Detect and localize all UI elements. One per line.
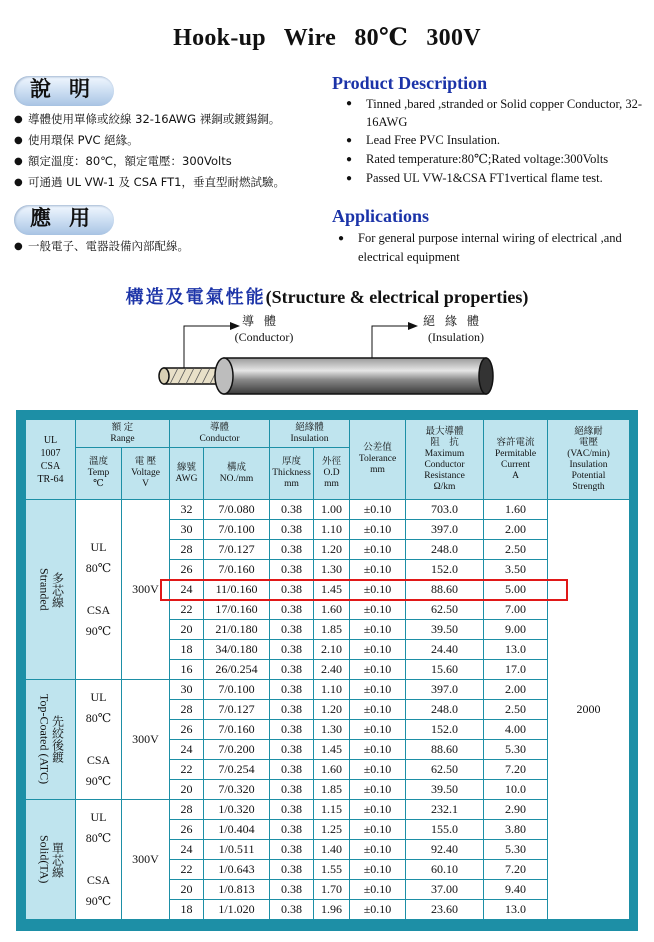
table-cell: 0.38: [270, 540, 314, 560]
table-cell: 0.38: [270, 580, 314, 600]
table-cell: 152.0: [406, 720, 484, 740]
table-cell: 0.38: [270, 820, 314, 840]
table-cell: 2.00: [484, 520, 548, 540]
table-cell: ±0.10: [350, 760, 406, 780]
table-cell: 92.40: [406, 840, 484, 860]
table-cell: 32: [170, 500, 204, 520]
table-cell: 152.0: [406, 560, 484, 580]
insulation-label-cn: 絕緣體: [422, 314, 489, 328]
header-rated-range: 額 定 Range: [76, 420, 170, 448]
table-header-row: [26, 420, 630, 448]
insulation-label-en: (Insulation): [428, 330, 484, 344]
table-cell: 5.00: [484, 580, 548, 600]
list-item: ● 額定溫度：80℃，額定電壓：300Volts: [14, 151, 285, 172]
group-label-cell: [26, 680, 76, 800]
table-cell: 1.45: [314, 740, 350, 760]
table-cell: 30: [170, 680, 204, 700]
table-cell: 155.0: [406, 820, 484, 840]
table-cell: 23.60: [406, 900, 484, 920]
header-voltage: 電 壓 Voltage V: [122, 448, 170, 500]
header-conductor: 導體 Conductor: [170, 420, 270, 448]
insulation-cut-face: [215, 358, 233, 394]
table-cell: 0.38: [270, 840, 314, 860]
conductor-label-en: (Conductor): [234, 330, 294, 344]
table-cell: 10.0: [484, 780, 548, 800]
list-item: ● 一般電子、電器設備內部配線。: [14, 236, 189, 257]
withstand-value-cell: 2000: [548, 500, 630, 920]
header-od: 外徑 O.D mm: [314, 448, 350, 500]
table-cell: 1/1.020: [204, 900, 270, 920]
table-cell: 0.38: [270, 560, 314, 580]
applications-heading-en: Applications: [332, 206, 430, 226]
table-cell: 21/0.180: [204, 620, 270, 640]
table-cell: ±0.10: [350, 560, 406, 580]
table-cell: 20: [170, 780, 204, 800]
table-cell: 1.40: [314, 840, 350, 860]
table-cell: 11/0.160: [204, 580, 270, 600]
table-cell: 0.38: [270, 660, 314, 680]
header-construction: 構成 NO./mm: [204, 448, 270, 500]
table-cell: 18: [170, 900, 204, 920]
table-cell: 22: [170, 600, 204, 620]
table-cell: 7.20: [484, 760, 548, 780]
table-cell: ±0.10: [350, 820, 406, 840]
table-cell: 22: [170, 760, 204, 780]
list-item: ● For general purpose internal wiring of electrical ,and electrical equipment: [336, 229, 652, 267]
table-cell: 1.00: [314, 500, 350, 520]
table-cell: 2.50: [484, 540, 548, 560]
insulation-end: [479, 358, 493, 394]
table-cell: 62.50: [406, 760, 484, 780]
list-item: ● 導體使用單條或絞線 32-16AWG 裸銅或鍍錫銅。: [14, 109, 285, 130]
description-list-en: [344, 95, 644, 188]
table-cell: 248.0: [406, 540, 484, 560]
table-cell: ±0.10: [350, 600, 406, 620]
table-cell: ±0.10: [350, 660, 406, 680]
table-cell: ±0.10: [350, 580, 406, 600]
table-cell: 1/0.511: [204, 840, 270, 860]
table-cell: ±0.10: [350, 640, 406, 660]
table-cell: 248.0: [406, 700, 484, 720]
table-cell: 7/0.160: [204, 560, 270, 580]
conductor-arrow-icon: [230, 322, 240, 330]
table-cell: 60.10: [406, 860, 484, 880]
table-cell: 28: [170, 800, 204, 820]
table-cell: 20: [170, 620, 204, 640]
description-heading-en: Product Description: [332, 73, 488, 93]
table-cell: 26/0.254: [204, 660, 270, 680]
insulation-jacket: [224, 358, 486, 394]
header-resistance: 最大導體 阻 抗 Maximum Conductor Resistance Ω/km: [406, 420, 484, 500]
table-cell: 1.20: [314, 700, 350, 720]
table-cell: 26: [170, 560, 204, 580]
table-cell: 0.38: [270, 680, 314, 700]
table-cell: 1.30: [314, 560, 350, 580]
table-cell: 0.38: [270, 800, 314, 820]
table-cell: ±0.10: [350, 520, 406, 540]
table-cell: 0.38: [270, 900, 314, 920]
table-cell: 34/0.180: [204, 640, 270, 660]
header-thickness: 厚度 Thickness mm: [270, 448, 314, 500]
table-cell: 1.45: [314, 580, 350, 600]
table-cell: 26: [170, 820, 204, 840]
group-voltage-cell: 300V: [122, 680, 170, 800]
list-item: ● 可通過 UL VW-1 及 CSA FT1，垂直型耐燃試驗。: [14, 172, 285, 193]
conductor-label-cn: 導體: [241, 314, 286, 328]
table-cell: 30: [170, 520, 204, 540]
applications-heading-cn: 應用: [30, 205, 108, 230]
table-cell: 24: [170, 740, 204, 760]
table-cell: 1.20: [314, 540, 350, 560]
table-cell: 1.25: [314, 820, 350, 840]
table-cell: ±0.10: [350, 500, 406, 520]
table-cell: 1.85: [314, 780, 350, 800]
table-cell: 4.00: [484, 720, 548, 740]
table-cell: 1/0.643: [204, 860, 270, 880]
table-cell: 17/0.160: [204, 600, 270, 620]
table-cell: 7/0.254: [204, 760, 270, 780]
corner-standard-cell: [26, 420, 76, 500]
table-cell: 37.00: [406, 880, 484, 900]
table-cell: 13.0: [484, 900, 548, 920]
header-tolerance: 公差值 Tolerance mm: [350, 420, 406, 500]
table-cell: 7.20: [484, 860, 548, 880]
table-cell: ±0.10: [350, 720, 406, 740]
table-cell: 1.60: [314, 600, 350, 620]
header-insulation: 絕緣體 Insulation: [270, 420, 350, 448]
table-cell: 2.10: [314, 640, 350, 660]
table-cell: 0.38: [270, 880, 314, 900]
table-cell: 0.38: [270, 640, 314, 660]
table-cell: 2.00: [484, 680, 548, 700]
applications-list-cn: [14, 236, 189, 257]
table-cell: 26: [170, 720, 204, 740]
table-cell: 24: [170, 840, 204, 860]
table-cell: 5.30: [484, 740, 548, 760]
table-cell: 24: [170, 580, 204, 600]
table-cell: 28: [170, 700, 204, 720]
table-cell: ±0.10: [350, 540, 406, 560]
table-cell: 1/0.404: [204, 820, 270, 840]
table-cell: 0.38: [270, 700, 314, 720]
table-cell: ±0.10: [350, 880, 406, 900]
table-cell: ±0.10: [350, 900, 406, 920]
table-cell: 16: [170, 660, 204, 680]
table-cell: 28: [170, 540, 204, 560]
description-heading-cn: 說明: [30, 76, 108, 101]
table-cell: 7/0.127: [204, 540, 270, 560]
table-cell: ±0.10: [350, 680, 406, 700]
group-standard-cell: UL 80℃ CSA 90℃: [76, 680, 122, 800]
table-cell: 7.00: [484, 600, 548, 620]
structure-title: [0, 283, 654, 309]
table-cell: 24.40: [406, 640, 484, 660]
table-cell: 7/0.100: [204, 680, 270, 700]
table-cell: 1.10: [314, 520, 350, 540]
group-voltage-cell: 300V: [122, 500, 170, 680]
table-cell: 1.96: [314, 900, 350, 920]
table-cell: 3.50: [484, 560, 548, 580]
table-row: [26, 500, 630, 520]
standard-code: 1007: [40, 447, 61, 459]
table-cell: 0.38: [270, 860, 314, 880]
table-cell: 7/0.080: [204, 500, 270, 520]
header-withstand: 絕緣耐 電壓 (VAC/min) Insulation Potential Strength: [548, 420, 630, 500]
table-cell: 20: [170, 880, 204, 900]
group-voltage-cell: 300V: [122, 800, 170, 920]
structure-title-en: (Structure & electrical properties): [265, 287, 529, 307]
table-row: [26, 680, 630, 700]
group-standard-cell: UL 80℃ CSA 90℃: [76, 500, 122, 680]
table-cell: 0.38: [270, 780, 314, 800]
page-title: Hook-up Wire 80℃ 300V: [173, 25, 481, 51]
table-cell: 7/0.100: [204, 520, 270, 540]
spec-table: [25, 419, 630, 920]
standard-code: UL: [43, 434, 58, 446]
table-cell: 0.38: [270, 760, 314, 780]
table-cell: 3.80: [484, 820, 548, 840]
header-current: 容許電流 Permitable Current A: [484, 420, 548, 500]
group-label: 先絞後鍍 Top-Coated (ATC): [37, 694, 65, 785]
table-cell: 62.50: [406, 600, 484, 620]
table-cell: 1.15: [314, 800, 350, 820]
list-item: ● Lead Free PVC Insulation.: [344, 131, 644, 150]
table-cell: ±0.10: [350, 700, 406, 720]
group-label-cell: [26, 500, 76, 680]
table-cell: 1.60: [484, 500, 548, 520]
table-cell: ±0.10: [350, 620, 406, 640]
table-cell: 88.60: [406, 740, 484, 760]
table-cell: 0.38: [270, 720, 314, 740]
table-cell: ±0.10: [350, 860, 406, 880]
group-label-cell: [26, 800, 76, 920]
group-label: 單芯線 Solid(TA): [37, 835, 65, 884]
insulation-leader-line: [372, 326, 408, 362]
table-cell: 2.50: [484, 700, 548, 720]
table-cell: 15.60: [406, 660, 484, 680]
table-cell: 0.38: [270, 600, 314, 620]
table-cell: 18: [170, 640, 204, 660]
applications-list-en: [336, 229, 652, 267]
standard-code: TR-64: [37, 473, 64, 485]
table-cell: 1/0.320: [204, 800, 270, 820]
table-cell: 232.1: [406, 800, 484, 820]
table-cell: 1.60: [314, 760, 350, 780]
list-item: ● 使用環保 PVC 絕緣。: [14, 130, 285, 151]
spec-table-frame: [16, 410, 638, 931]
list-item: ● Tinned ,bared ,stranded or Solid copper Conductor, 32-16AWG: [344, 95, 644, 131]
conductor-end: [159, 368, 169, 384]
table-row: [26, 800, 630, 820]
table-cell: 7/0.160: [204, 720, 270, 740]
header-temp: 溫度 Temp ℃: [76, 448, 122, 500]
table-cell: ±0.10: [350, 800, 406, 820]
table-cell: 17.0: [484, 660, 548, 680]
table-cell: 39.50: [406, 620, 484, 640]
table-cell: 1.70: [314, 880, 350, 900]
table-cell: 1.30: [314, 720, 350, 740]
table-cell: ±0.10: [350, 780, 406, 800]
table-cell: 0.38: [270, 520, 314, 540]
table-cell: 1.85: [314, 620, 350, 640]
table-cell: 9.40: [484, 880, 548, 900]
table-cell: 0.38: [270, 500, 314, 520]
table-cell: 13.0: [484, 640, 548, 660]
group-label: 多芯線 Stranded: [37, 568, 65, 611]
table-cell: 1.55: [314, 860, 350, 880]
header-awg: 線號 AWG: [170, 448, 204, 500]
group-standard-cell: UL 80℃ CSA 90℃: [76, 800, 122, 920]
structure-title-cn: 構造及電氣性能: [125, 287, 266, 308]
description-list-cn: [14, 109, 285, 193]
table-cell: 703.0: [406, 500, 484, 520]
standard-code: CSA: [40, 460, 61, 472]
table-cell: 88.60: [406, 580, 484, 600]
table-cell: 397.0: [406, 680, 484, 700]
table-cell: 5.30: [484, 840, 548, 860]
table-cell: 7/0.320: [204, 780, 270, 800]
table-cell: 0.38: [270, 740, 314, 760]
table-cell: 2.40: [314, 660, 350, 680]
table-cell: 7/0.127: [204, 700, 270, 720]
list-item: ● Rated temperature:80℃;Rated voltage:300Volts: [344, 150, 644, 169]
table-cell: 22: [170, 860, 204, 880]
table-cell: ±0.10: [350, 840, 406, 860]
table-cell: 397.0: [406, 520, 484, 540]
table-cell: 9.00: [484, 620, 548, 640]
table-cell: ±0.10: [350, 740, 406, 760]
table-cell: 0.38: [270, 620, 314, 640]
insulation-arrow-icon: [408, 322, 418, 330]
table-cell: 39.50: [406, 780, 484, 800]
table-cell: 2.90: [484, 800, 548, 820]
wire-diagram: [150, 310, 510, 400]
list-item: ● Passed UL VW-1&CSA FT1vertical flame test.: [344, 169, 644, 188]
table-cell: 1/0.813: [204, 880, 270, 900]
table-cell: 1.10: [314, 680, 350, 700]
table-cell: 7/0.200: [204, 740, 270, 760]
